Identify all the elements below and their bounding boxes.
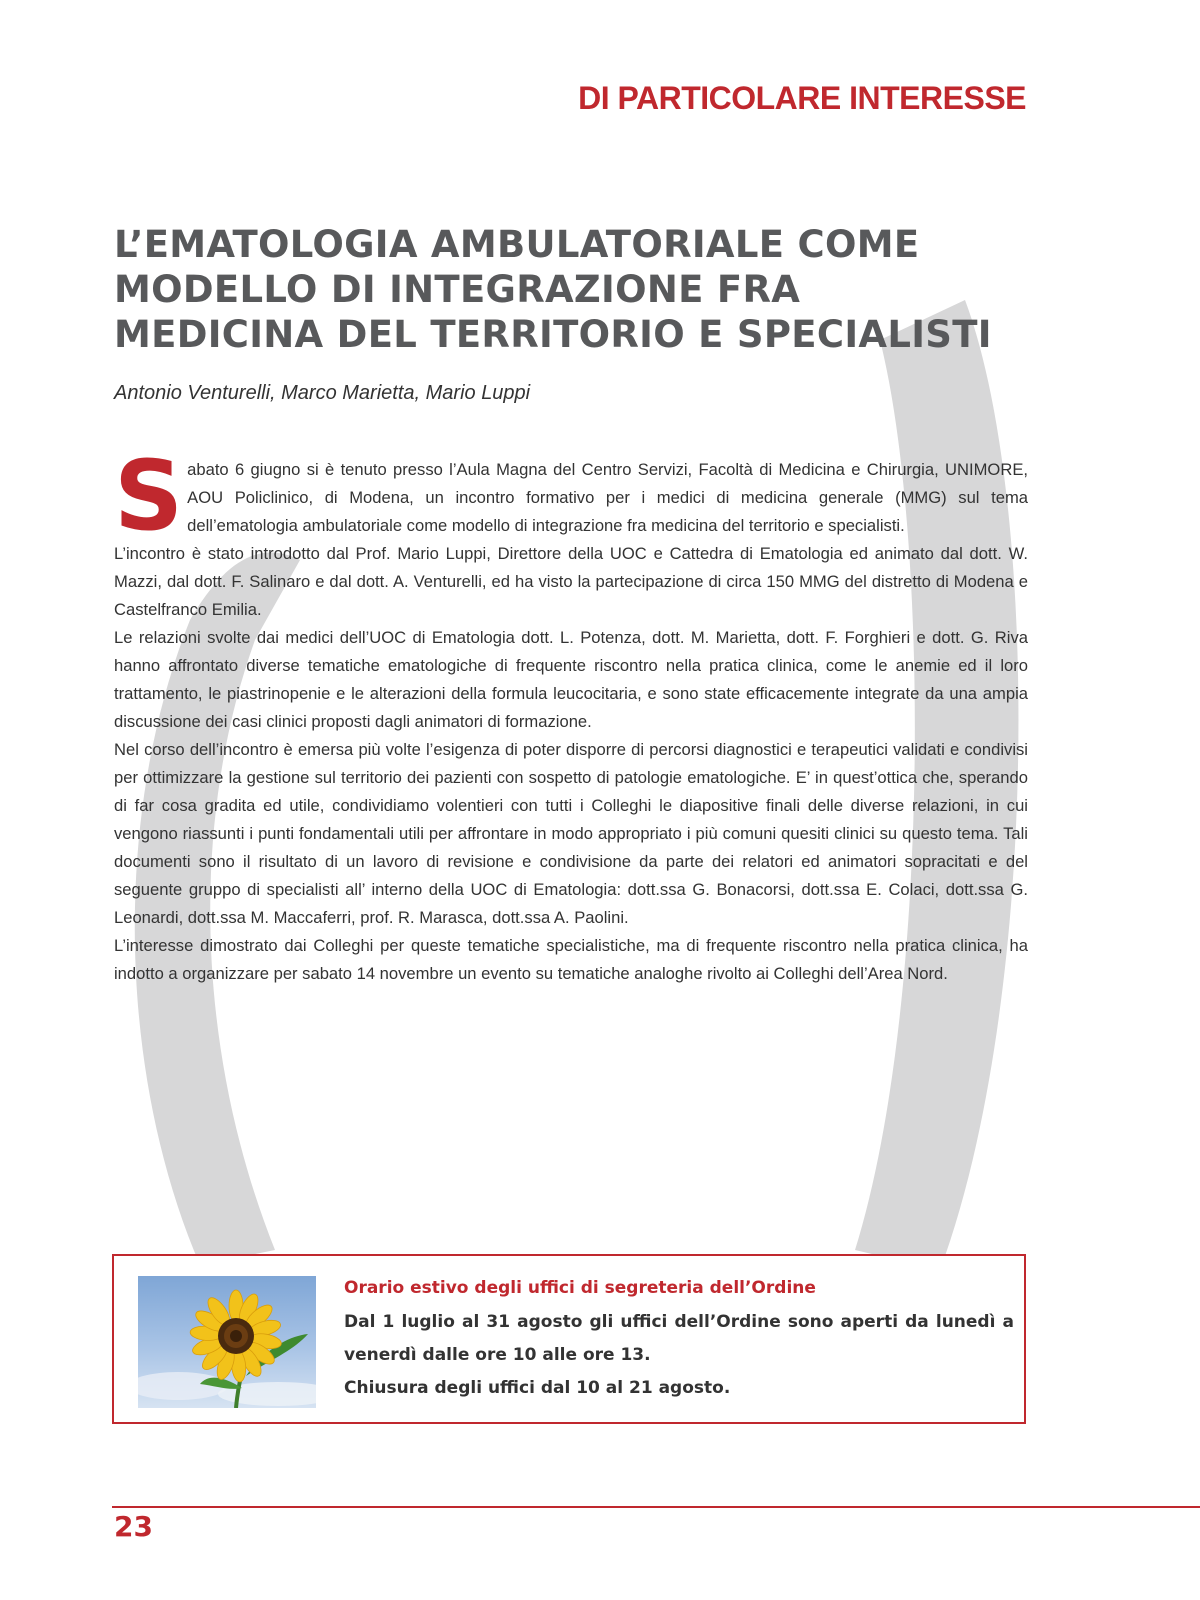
footer-rule [112,1506,1200,1508]
title-line: MEDICINA DEL TERRITORIO E SPECIALISTI [114,313,992,356]
article-body [114,440,1028,988]
drop-cap: S [114,440,184,552]
paragraph: L’incontro è stato introdotto dal Prof. Mario Luppi, Direttore della UOC e Cattedra di Ematologia ed animato dal dott. W. Mazzi, dal dott. F. Salinaro e dal dott. A. Venturelli, ed ha visto la partecipazione di circa 150 MMG del distretto di Modena e Castelfranco Emilia. [114,544,1028,619]
notice-text [344,1274,1014,1405]
sunflower-image [138,1276,316,1408]
title-line: MODELLO DI INTEGRAZIONE FRA [114,268,801,311]
paragraph-text: abato 6 giugno si è tenuto presso l’Aula Magna del Centro Servizi, Facoltà di Medicina e Chirurgia, UNIMORE, AOU Policlinico, di Modena, un incontro formativo per i medici di medicina generale (MMG) sul tema dell’ematologia ambulatoriale come modello di integrazione fra medicina del territorio e specialisti. [187,460,1028,535]
paragraph: L’interesse dimostrato dai Colleghi per queste tematiche specialistiche, ma di frequente riscontro nella pratica clinica, ha indotto a organizzare per sabato 14 novembre un evento su tematiche analoghe rivolto ai Colleghi dell’Area Nord. [114,936,1028,983]
summer-hours-notice [112,1254,1026,1424]
article-authors: Antonio Venturelli, Marco Marietta, Mario Luppi [114,382,531,404]
title-line: L’EMATOLOGIA AMBULATORIALE COME [114,223,920,266]
paragraph: Le relazioni svolte dai medici dell’UOC di Ematologia dott. L. Potenza, dott. M. Marietta, dott. F. Forghieri e dott. G. Riva hanno affrontato diverse tematiche ematologiche di frequente riscontro nella pratica clinica, come le anemie ed il loro trattamento, le piastrinopenie e le alterazioni della formula leucocitaria, e sono state efficacemente integrate da una ampia discussione dei casi clinici proposti dagli animatori di formazione. [114,628,1028,731]
section-header: DI PARTICOLARE INTERESSE [578,80,1026,116]
page-number: 23 [114,1510,153,1543]
paragraph: Nel corso dell’incontro è emersa più volte l’esigenza di poter disporre di percorsi diagnostici e terapeutici validati e condivisi per ottimizzare la gestione sul territorio dei pazienti con sospetto di patologie ematologiche. E’ in quest’ottica che, sperando di far cosa gradita ed utile, condividiamo volentieri con tutti i Colleghi le diapositive finali delle diverse relazioni, in cui vengono riassunti i punti fondamentali utili per affrontare in modo appropriato i più comuni quesiti clinici su questo tema. Tali documenti sono il risultato di un lavoro di revisione e condivisione da parte dei relatori ed animatori sopracitati e del seguente gruppo di specialisti all’ interno della UOC di Ematologia: dott.ssa G. Bonacorsi, dott.ssa E. Colaci, dott.ssa G. Leonardi, dott.ssa M. Maccaferri, prof. R. Marasca, dott.ssa A. Paolini. [114,740,1028,927]
notice-title: Orario estivo degli uffici di segreteria dell’Ordine [344,1278,816,1298]
notice-line: Dal 1 luglio al 31 agosto gli uffici dell’Ordine sono aperti da lunedì a venerdì dalle ore 10 alle ore 13. [344,1312,1014,1365]
notice-line: Chiusura degli uffici dal 10 al 21 agosto. [344,1378,731,1398]
article-title [114,222,1074,357]
paragraph [114,440,1028,552]
